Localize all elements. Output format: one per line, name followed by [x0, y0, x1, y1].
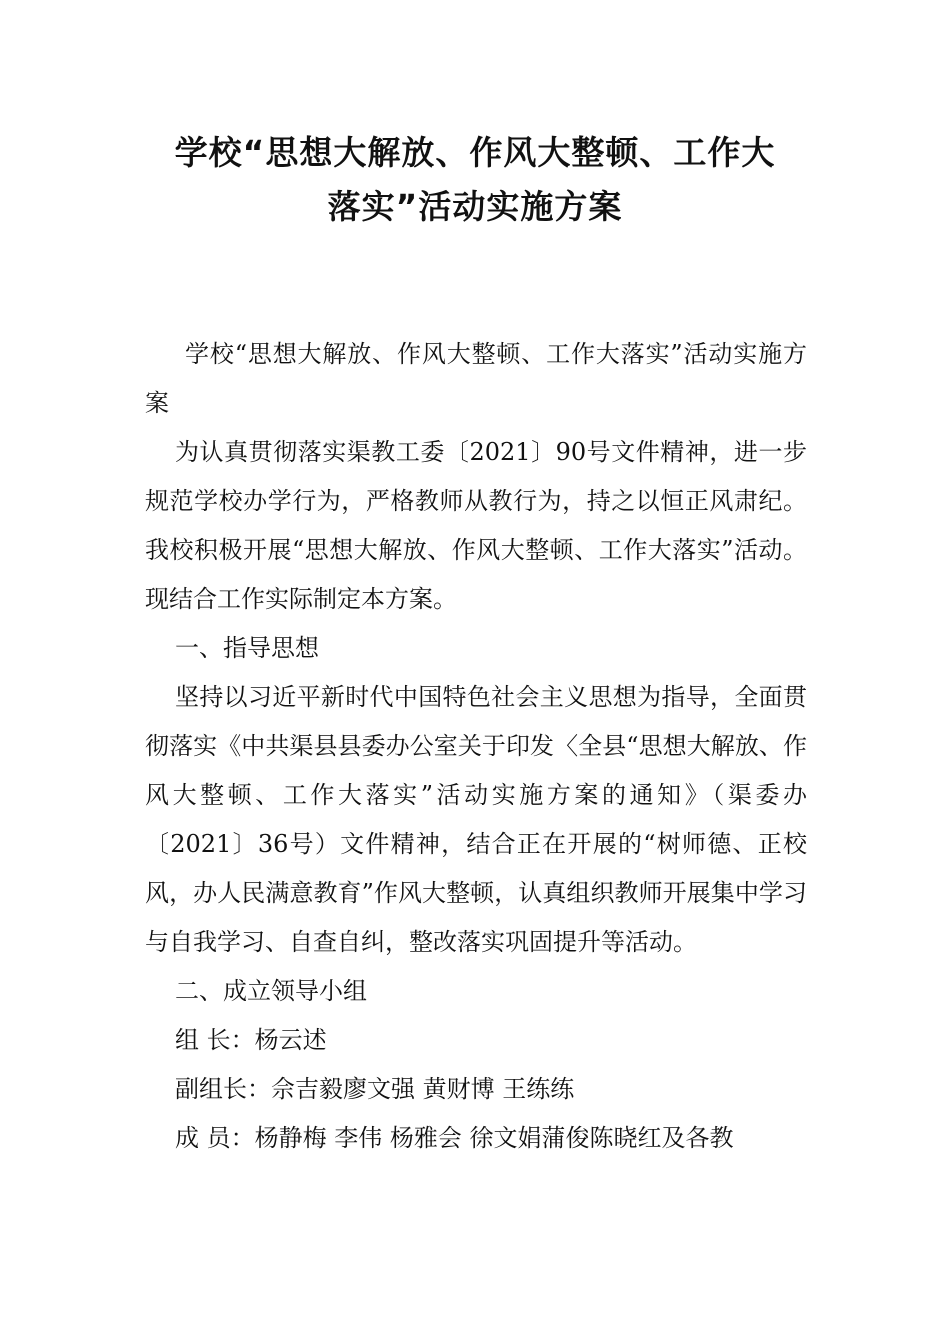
document-body [145, 330, 807, 1163]
paragraph-guiding-ideology: 坚持以习近平新时代中国特色社会主义思想为指导，全面贯彻落实《中共渠县县委办公室关于印发〈全县“思想大解放、作风大整顿、工作大落实”活动实施方案的通知》（渠委办〔2021〕36号）文件精神，结合正在开展的“树师德、正校风，办人民满意教育”作风大整顿，认真组织教师开展集中学习与自我学习、自查自纠，整改落实巩固提升等活动。 [145, 683, 807, 956]
document-title [130, 126, 820, 234]
section-heading-leadership-group: 二、成立领导小组 [175, 977, 367, 1005]
title-line-2: 落实”活动实施方案 [327, 187, 623, 226]
deputy-leader-line: 副组长：佘吉毅廖文强 黄财博 王练练 [175, 1075, 575, 1103]
title-line-1: 学校“思想大解放、作风大整顿、工作大 [174, 133, 776, 172]
section-heading-guiding-ideology: 一、指导思想 [175, 634, 319, 662]
leader-line: 组 长：杨云述 [175, 1026, 327, 1054]
members-line: 成 员：杨静梅 李伟 杨雅会 徐文娟蒲俊陈晓红及各教 [175, 1124, 734, 1152]
paragraph-intro: 为认真贯彻落实渠教工委〔2021〕90号文件精神，进一步规范学校办学行为，严格教师从教行为，持之以恒正风肃纪。我校积极开展“思想大解放、作风大整顿、工作大落实”活动。现结合工作实际制定本方案。 [145, 438, 807, 613]
paragraph-heading-repeat: 学校“思想大解放、作风大整顿、工作大落实”活动实施方案 [145, 340, 807, 417]
